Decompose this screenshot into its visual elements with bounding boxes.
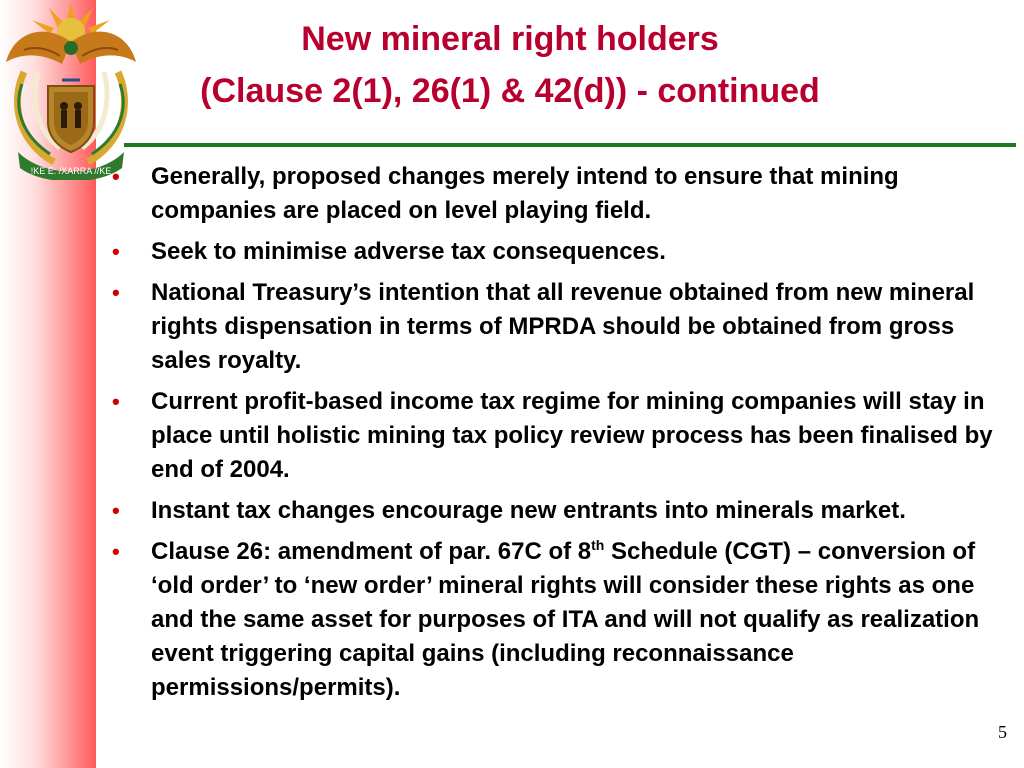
bullet-text: Instant tax changes encourage new entrants into minerals market. <box>151 497 906 524</box>
bullet-item <box>112 160 1002 228</box>
bullet-list <box>112 160 1002 712</box>
slide-title-line-2: (Clause 2(1), 26(1) & 42(d)) - continued <box>200 72 820 110</box>
bullet-item <box>112 535 1002 705</box>
bullet-text-start: Clause 26: amendment of par. 67C of 8 <box>151 538 592 565</box>
bullet-dot-icon: • <box>112 539 120 564</box>
coat-of-arms-icon <box>4 2 138 180</box>
bullet-dot-icon: • <box>112 239 120 264</box>
bullet-text: Seek to minimise adverse tax consequences. <box>151 238 666 265</box>
page-number: 5 <box>998 722 1007 742</box>
bullet-dot-icon: • <box>112 280 120 305</box>
bullet-item <box>112 385 1002 487</box>
bullet-dot-icon: • <box>112 164 120 189</box>
bullet-item <box>112 494 1002 528</box>
bullet-text: Current profit-based income tax regime for mining companies will stay in place until holistic mining tax policy review process has been finalised by end of 2004. <box>151 388 993 483</box>
title-divider <box>124 143 1016 147</box>
coat-of-arms-motto: !KE E: /XARRA //KE <box>30 166 112 176</box>
bullet-text: Generally, proposed changes merely intend to ensure that mining companies are placed on level playing field. <box>151 163 899 224</box>
bullet-item <box>112 235 1002 269</box>
bullet-text: National Treasury’s intention that all revenue obtained from new mineral rights dispensation in terms of MPRDA should be obtained from gross sales royalty. <box>151 279 975 374</box>
bullet-text-end: Schedule (CGT) – conversion of ‘old order’ to ‘new order’ mineral rights will consider these rights as one and the same asset for purposes of ITA and will not qualify as realization event triggering capital gains (including reconnaissance permissions/permits). <box>151 538 980 701</box>
superscript-ordinal: th <box>591 537 605 553</box>
slide-title-line-1: New mineral right holders <box>301 20 719 58</box>
bullet-dot-icon: • <box>112 498 120 523</box>
bullet-dot-icon: • <box>112 389 120 414</box>
bullet-item <box>112 276 1002 378</box>
